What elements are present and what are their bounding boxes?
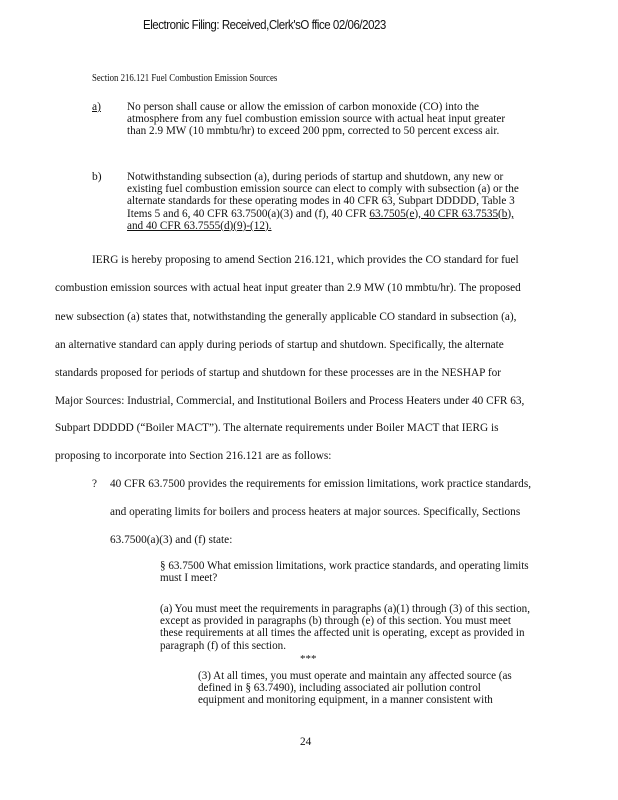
paragraph-line: standards proposed for periods of startup and shutdown for these processes are in the NESHAP for: [55, 367, 502, 379]
rule-a-text: No person shall cause or allow the emission of carbon monoxide (CO) into the atmosphere from any fuel combustion emission source with actual heat input greater than 2.9 MW (10 mmbtu/hr) to exceed 200 ppm, corrected to 50 percent excess air.: [127, 101, 506, 138]
rule-b-label: b): [92, 171, 102, 183]
bullet-line: 63.7500(a)(3) and (f) state:: [110, 534, 233, 546]
rule-b-text: [127, 171, 527, 232]
page-number: 24: [300, 736, 312, 748]
paragraph-line: IERG is hereby proposing to amend Section 216.121, which provides the CO standard for fuel: [92, 254, 519, 266]
paragraph-line: new subsection (a) states that, notwithstanding the generally applicable CO standard in subsection (a),: [55, 311, 517, 323]
rule-a-label: a): [92, 101, 101, 113]
quote-heading: § 63.7500 What emission limitations, work practice standards, and operating limits must I meet?: [160, 560, 529, 585]
quote-paragraph-3: (3) At all times, you must operate and maintain any affected source (as defined in § 63.7490), including associated air pollution control equipment and monitoring equipment, in a manner consistent with: [198, 670, 512, 707]
bullet-line: and operating limits for boilers and process heaters at major sources. Specifically, Sections: [110, 506, 521, 518]
quote-separator: ***: [300, 653, 317, 665]
rule-b-text-underlined: 63.7505(e), 40 CFR 63.7535(b), and 40 CFR 63.7555(d)(9)-(12).: [127, 207, 514, 232]
paragraph-line: Major Sources: Industrial, Commercial, and Institutional Boilers and Process Heaters under 40 CFR 63,: [55, 395, 525, 407]
bullet-marker: ?: [92, 478, 98, 490]
paragraph-line: Subpart DDDDD (“Boiler MACT”). The alternate requirements under Boiler MACT that IERG is: [55, 422, 499, 434]
paragraph-line: proposing to incorporate into Section 216.121 are as follows:: [55, 450, 332, 462]
section-heading: Section 216.121 Fuel Combustion Emission Sources: [92, 73, 278, 84]
bullet-line: 40 CFR 63.7500 provides the requirements for emission limitations, work practice standards,: [110, 478, 532, 490]
paragraph-line: combustion emission sources with actual heat input greater than 2.9 MW (10 mmbtu/hr). The proposed: [55, 282, 521, 294]
quote-paragraph-a: (a) You must meet the requirements in paragraphs (a)(1) through (3) of this section, except as provided in paragraphs (b) through (e) of this section. You must meet these requirements at all times the affected unit is operating, except as provided in paragraph (f) of this section.: [160, 603, 531, 652]
filing-stamp-header: Electronic Filing: Received,Clerk'sO ffice 02/06/2023: [143, 18, 386, 32]
paragraph-line: an alternative standard can apply during periods of startup and shutdown. Specifically, the alternate: [55, 339, 504, 351]
rule-b-text-main: Notwithstanding subsection (a), during periods of startup and shutdown, any new or existing fuel combustion emission source can elect to comply with subsection (a) or the alternate standards for these operating modes in 40 CFR 63, Subpart DDDDD, Table 3 Items 5 and 6, 40 CFR 63.7500(a)(3) and (f), 40 CFR: [127, 171, 519, 220]
